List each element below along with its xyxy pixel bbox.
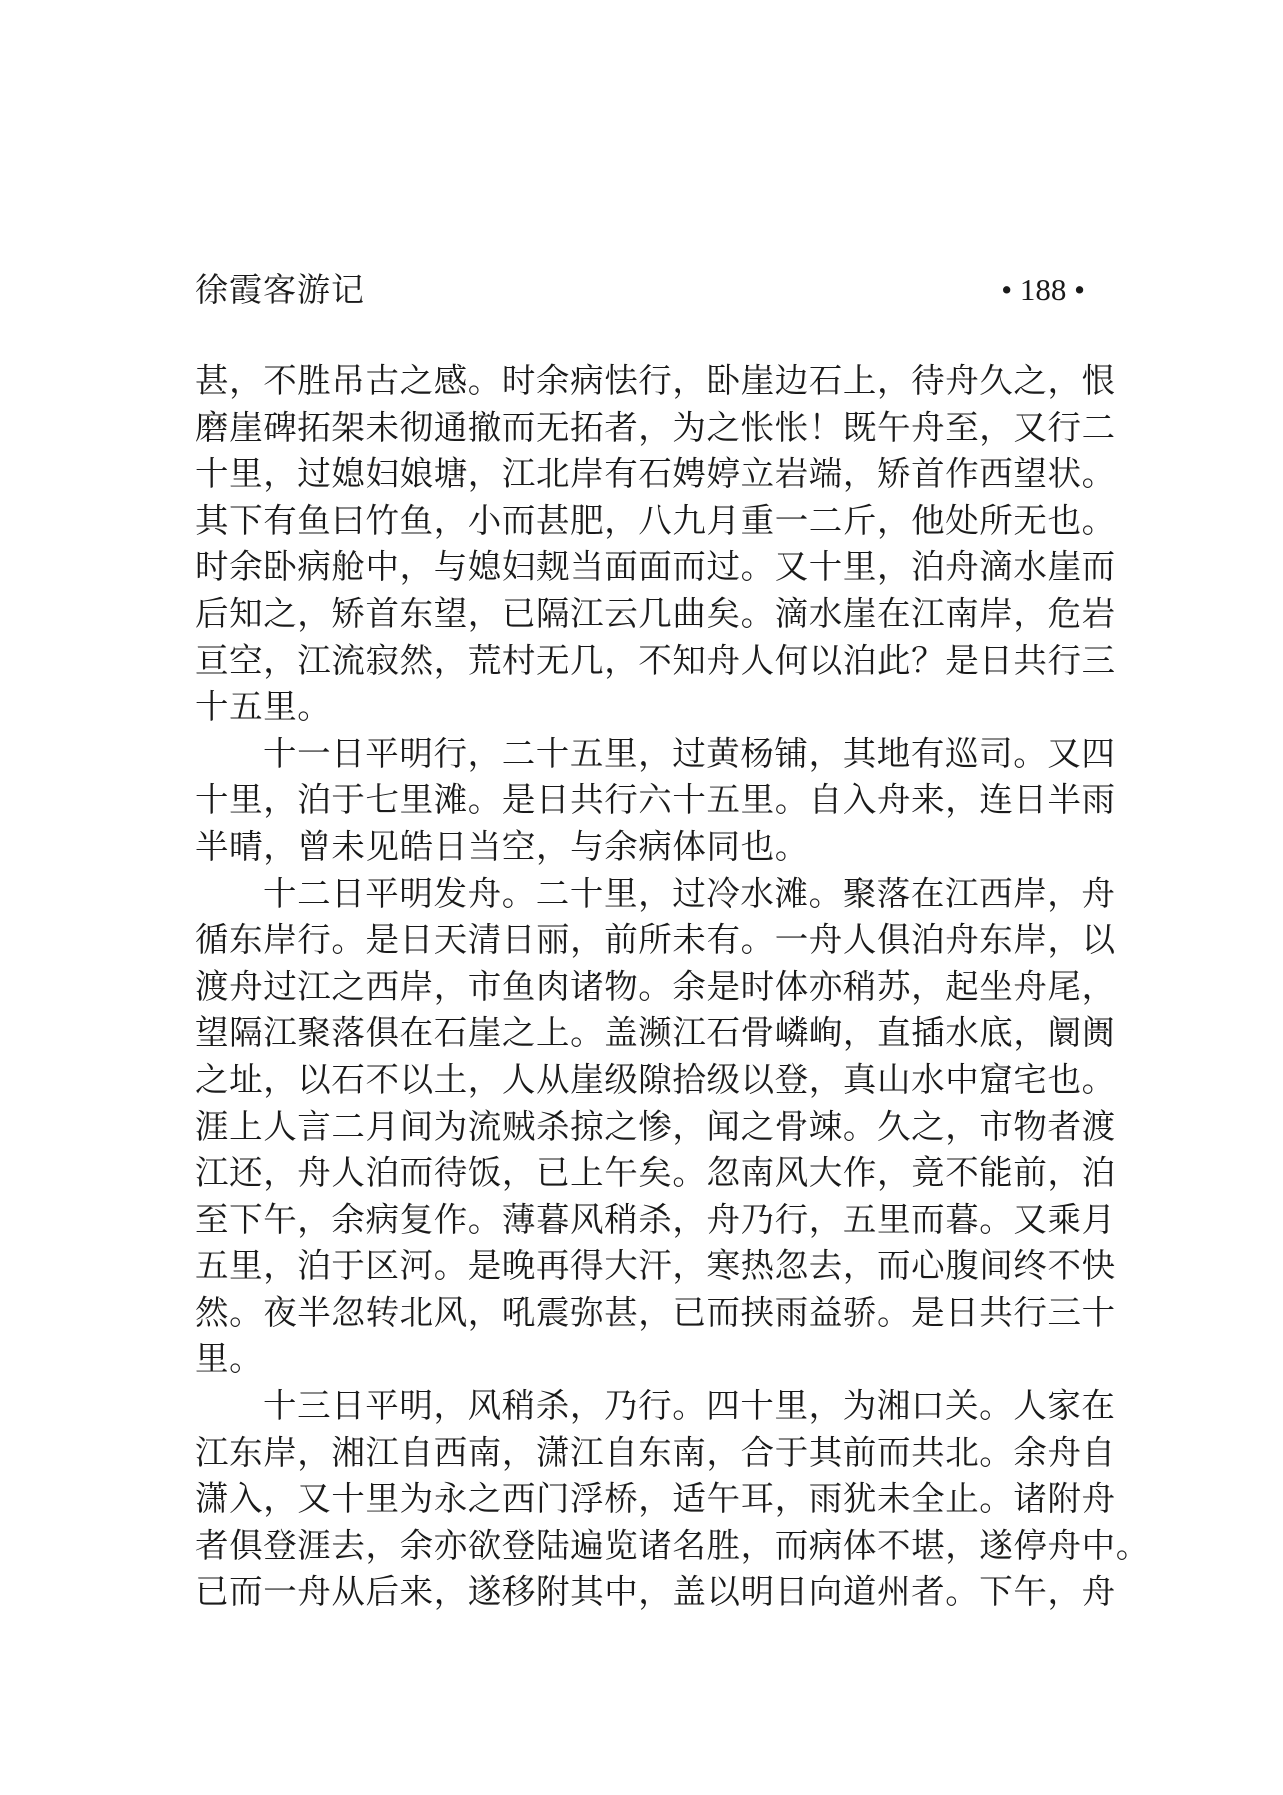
text-line: 磨崖碑拓架未彻通撤而无拓者，为之怅怅！既午舟至，又行二	[195, 407, 1116, 447]
paragraph-start-line: 十三日平明，风稍杀，乃行。四十里，为湘口关。人家在	[263, 1386, 1116, 1426]
book-title: 徐霞客游记	[195, 270, 365, 309]
text-line: 其下有鱼曰竹鱼，小而甚肥，八九月重一二斤，他处所无也。	[195, 500, 1116, 540]
text-line: 循东岸行。是日天清日丽，前所未有。一舟人俱泊舟东岸，以	[195, 920, 1116, 960]
text-line: 潇入，又十里为永之西门浮桥，适午耳，雨犹未全止。诸附舟	[195, 1479, 1116, 1519]
text-line: 望隔江聚落俱在石崖之上。盖濒江石骨嶙峋，直插水底，阛阓	[195, 1013, 1116, 1053]
text-line: 里。	[195, 1339, 264, 1379]
text-line: 已而一舟从后来，遂移附其中，盖以明日向道州者。下午，舟	[195, 1572, 1116, 1612]
text-line: 时余卧病舱中，与媳妇觌当面面而过。又十里，泊舟滴水崖而	[195, 547, 1116, 587]
body-text	[195, 358, 1150, 1616]
text-line: 十里，泊于七里滩。是日共行六十五里。自入舟来，连日半雨	[195, 780, 1116, 820]
text-line: 者俱登涯去，余亦欲登陆遍览诸名胜，而病体不堪，遂停舟中。	[195, 1525, 1150, 1565]
text-line: 十五里。	[195, 687, 332, 727]
text-line: 亘空，江流寂然，荒村无几，不知舟人何以泊此？是日共行三	[195, 640, 1116, 680]
text-line: 甚，不胜吊古之感。时余病怯行，卧崖边石上，待舟久之，恨	[195, 361, 1116, 400]
text-line: 渡舟过江之西岸，市鱼肉诸物。余是时体亦稍苏，起坐舟尾，	[195, 966, 1116, 1006]
text-line: 江东岸，湘江自西南，潇江自东南，合于其前而共北。余舟自	[195, 1432, 1116, 1472]
text-line: 半晴，曾未见皓日当空，与余病体同也。	[195, 826, 809, 866]
text-line: 后知之，矫首东望，已隔江云几曲矣。滴水崖在江南岸，危岩	[195, 593, 1116, 633]
text-line: 五里，泊于区河。是晚再得大汗，寒热忽去，而心腹间终不快	[195, 1246, 1116, 1286]
text-line: 至下午，余病复作。薄暮风稍杀，舟乃行，五里而暮。又乘月	[195, 1199, 1116, 1239]
text-line: 然。夜半忽转北风，吼震弥甚，已而挟雨益骄。是日共行三十	[195, 1292, 1116, 1332]
text-line: 十里，过媳妇娘塘，江北岸有石娉婷立岩端，矫首作西望状。	[195, 454, 1116, 494]
text-line: 之址，以石不以土，人从崖级隙拾级以登，真山水中窟宅也。	[195, 1059, 1116, 1099]
text-line: 江还，舟人泊而待饭，已上午矣。忽南风大作，竟不能前，泊	[195, 1153, 1116, 1193]
paragraph-start-line: 十一日平明行，二十五里，过黄杨铺，其地有巡司。又四	[263, 733, 1116, 773]
text-line: 涯上人言二月间为流贼杀掠之惨，闻之骨竦。久之，市物者渡	[195, 1106, 1116, 1146]
page-number: • 188 •	[1001, 272, 1085, 307]
page-header	[195, 268, 1085, 312]
paragraph-start-line: 十二日平明发舟。二十里，过冷水滩。聚落在江西岸，舟	[263, 873, 1116, 913]
